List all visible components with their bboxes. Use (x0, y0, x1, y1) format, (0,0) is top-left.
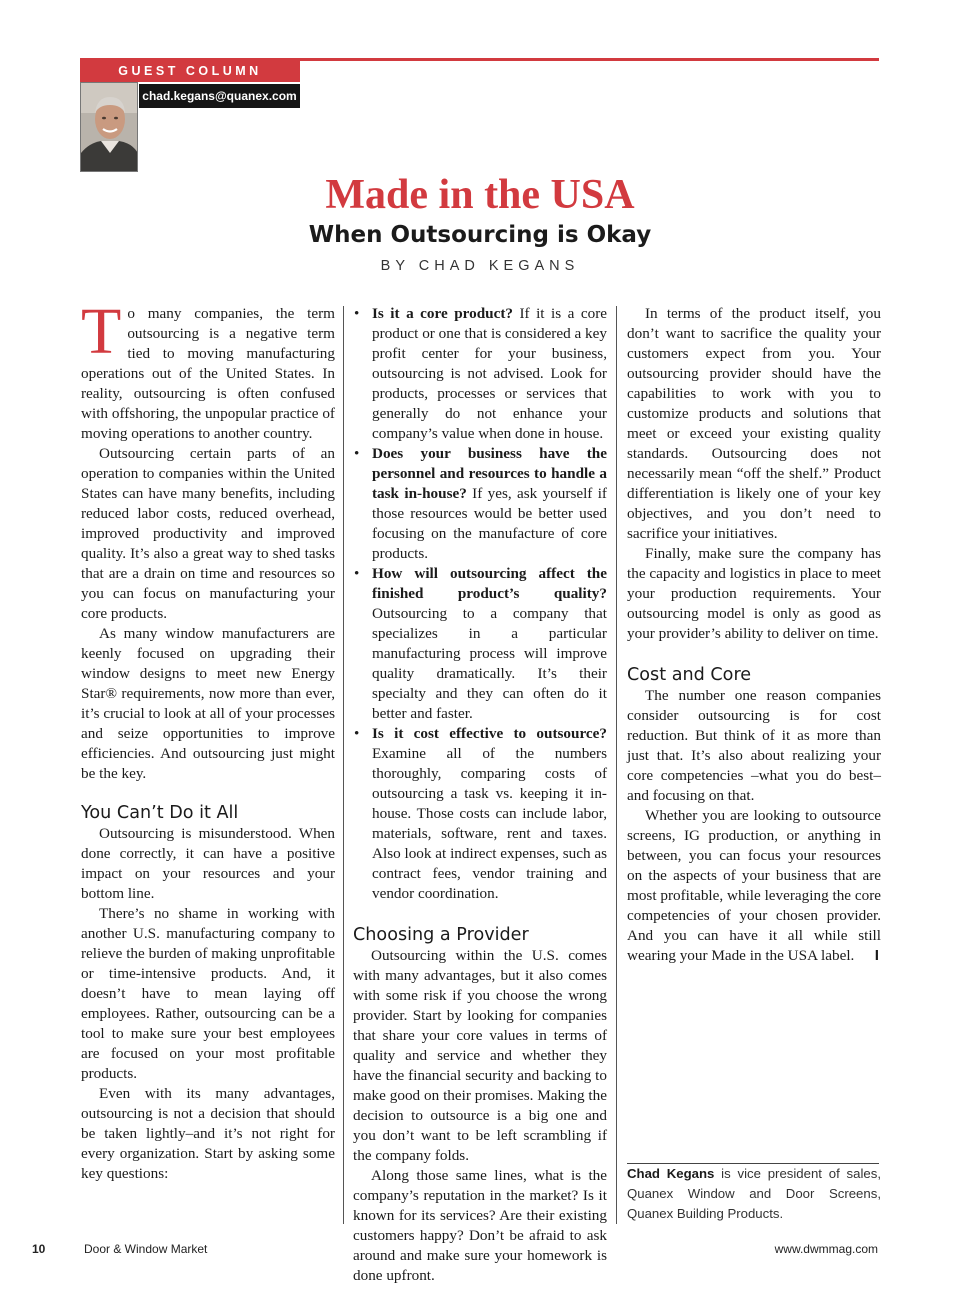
article-subtitle: When Outsourcing is Okay (308, 222, 652, 248)
paragraph: The number one reason companies consider outsourcing is for cost reduction. But think of it as more than just that. It’s also about realizing your core competencies –what you do best–and focusing on that. (627, 687, 881, 804)
end-mark-icon: I (874, 947, 879, 964)
paragraph (81, 295, 335, 444)
guest-column-label: GUEST COLUMN (118, 64, 262, 78)
author-portrait-icon (81, 83, 138, 172)
paragraph: Outsourcing is misunderstood. When done correctly, it can have a positive impact on your resources and your bottom line. (81, 825, 335, 902)
paragraph: There’s no shame in working with another U.S. manufacturing company to relieve the burden of making unprofitable or time-intensive products. And, it doesn’t have to mean laying off employees. Rather, outsourcing can be a tool to make sure your best employees are focused on your most profitable products. (81, 905, 335, 1082)
section-heading: Cost and Core (627, 665, 752, 685)
paragraph: Finally, make sure the company has the capacity and logistics in place to meet your production requirements. Your outsourcing model is only as good as your provider’s ability to deliver on time. (627, 545, 881, 642)
column-divider (343, 306, 344, 1224)
guest-column-banner (80, 58, 300, 82)
author-photo (80, 82, 138, 172)
email-banner (139, 84, 300, 108)
question-text: How will outsourcing affect the finished product’s quality? (372, 565, 607, 602)
question-text: Is it cost effective to outsource? (372, 725, 607, 742)
paragraph: Even with its many advantages, outsourcing is not a decision that should be taken lightly–and it’s not right for every organization. Start by asking some key questions: (81, 1085, 335, 1182)
key-questions-list (353, 304, 607, 904)
paragraph: Outsourcing within the U.S. comes with many advantages, but it also comes with some risk if you choose the wrong provider. Start by looking for companies that share your core values in terms of quality and service and whether they have the financial security and backing to make good on their promises. Making the decision to outsource is a big one and you don’t want to be left scrambling if the company folds. (353, 947, 607, 1164)
list-item (353, 304, 607, 444)
text-column-1 (81, 295, 335, 1184)
paragraph-text: Whether you are looking to outsource screens, IG production, or anything in between, you can focus your resources on the aspects of your business that are most profitable, while leveraging the core competencies of your chosen provider. And you can have it all while still wearing your Made in the USA label. (627, 807, 881, 964)
magazine-name: Door & Window Market (84, 1242, 208, 1256)
paragraph: In terms of the product itself, you don’t want to sacrifice the quality your customers expect from you. Your outsourcing provider should have the capabilities to work with you to customize products and solutions that meet or exceed your existing quality standards. Outsourcing does not necessarily mean “off the shelf.” Product differentiation is likely one of your key objectives, and you don’t need to sacrifice your initiatives. (627, 305, 881, 542)
list-item (353, 724, 607, 904)
list-item (353, 444, 607, 564)
author-email-link[interactable]: chad.kegans@quanex.com (142, 89, 297, 103)
paragraph: Along those same lines, what is the company’s reputation in the market? Is it known for its services? Are their existing customers happy? Don’t be afraid to ask around and make sure your homework is done upfront. (353, 1167, 607, 1284)
answer-text: If it is a core product or one that is considered a key profit center for your business, outsourcing is not advised. Look for products, processes or services that generally do not enhance your company’s value when done in house. (372, 305, 607, 442)
section-heading: Choosing a Provider (353, 925, 529, 945)
article-title: Made in the USA (325, 172, 635, 218)
bio-name: Chad Kegans (627, 1166, 715, 1181)
section-heading: You Can’t Do it All (81, 803, 239, 823)
byline: BY CHAD KEGANS (380, 258, 580, 274)
drop-cap: T (81, 295, 122, 368)
paragraph-text: o many companies, the term outsourcing is a negative term tied to moving manufacturing operations out of the United States. In reality, outsourcing is often confused with offshoring, the unpopular practice of moving operations to another country. (81, 305, 335, 442)
author-bio (627, 1164, 881, 1224)
text-column-2 (353, 304, 607, 1286)
text-column-3 (627, 304, 881, 966)
question-text: Is it a core product? (372, 305, 513, 322)
answer-text: If yes, ask yourself if those resources would be better used focusing on the manufacture of core products. (372, 485, 607, 562)
paragraph: Outsourcing certain parts of an operation to companies within the United States can have many benefits, including reduced labor costs, reduced overhead, improved productivity and improved quality. It’s also a great way to shed tasks that are a drain on time and resources so you can focus on manufacturing your core products. (81, 445, 335, 622)
answer-text: Examine all of the numbers thoroughly, comparing costs of outsourcing a task vs. keeping it in-house. Those costs can include labor, materials, software, rent and taxes. Also look at indirect expenses, such as contract fees, vendor training and vendor coordination. (372, 745, 607, 902)
bio-text: is vice president of sales, Quanex Window and Door Screens, Quanex Building Products. (627, 1166, 881, 1221)
question-text: Does your business have the personnel and resources to handle a task in-house? (372, 445, 607, 502)
list-item (353, 564, 607, 724)
page-number: 10 (32, 1242, 46, 1256)
answer-text: Outsourcing to a company that specializes in a particular manufacturing process will improve quality dramatically. It’s their specialty and they can often do it better and faster. (372, 605, 607, 722)
paragraph (627, 806, 881, 966)
paragraph: As many window manufacturers are keenly focused on upgrading their window designs to meet new Energy Star® requirements, now more than ever, it’s crucial to look at all of your processes and seize opportunities to improve efficiencies. And outsourcing just might be the key. (81, 625, 335, 782)
website-link[interactable]: www.dwmmag.com (774, 1242, 878, 1256)
column-divider (616, 306, 617, 1224)
